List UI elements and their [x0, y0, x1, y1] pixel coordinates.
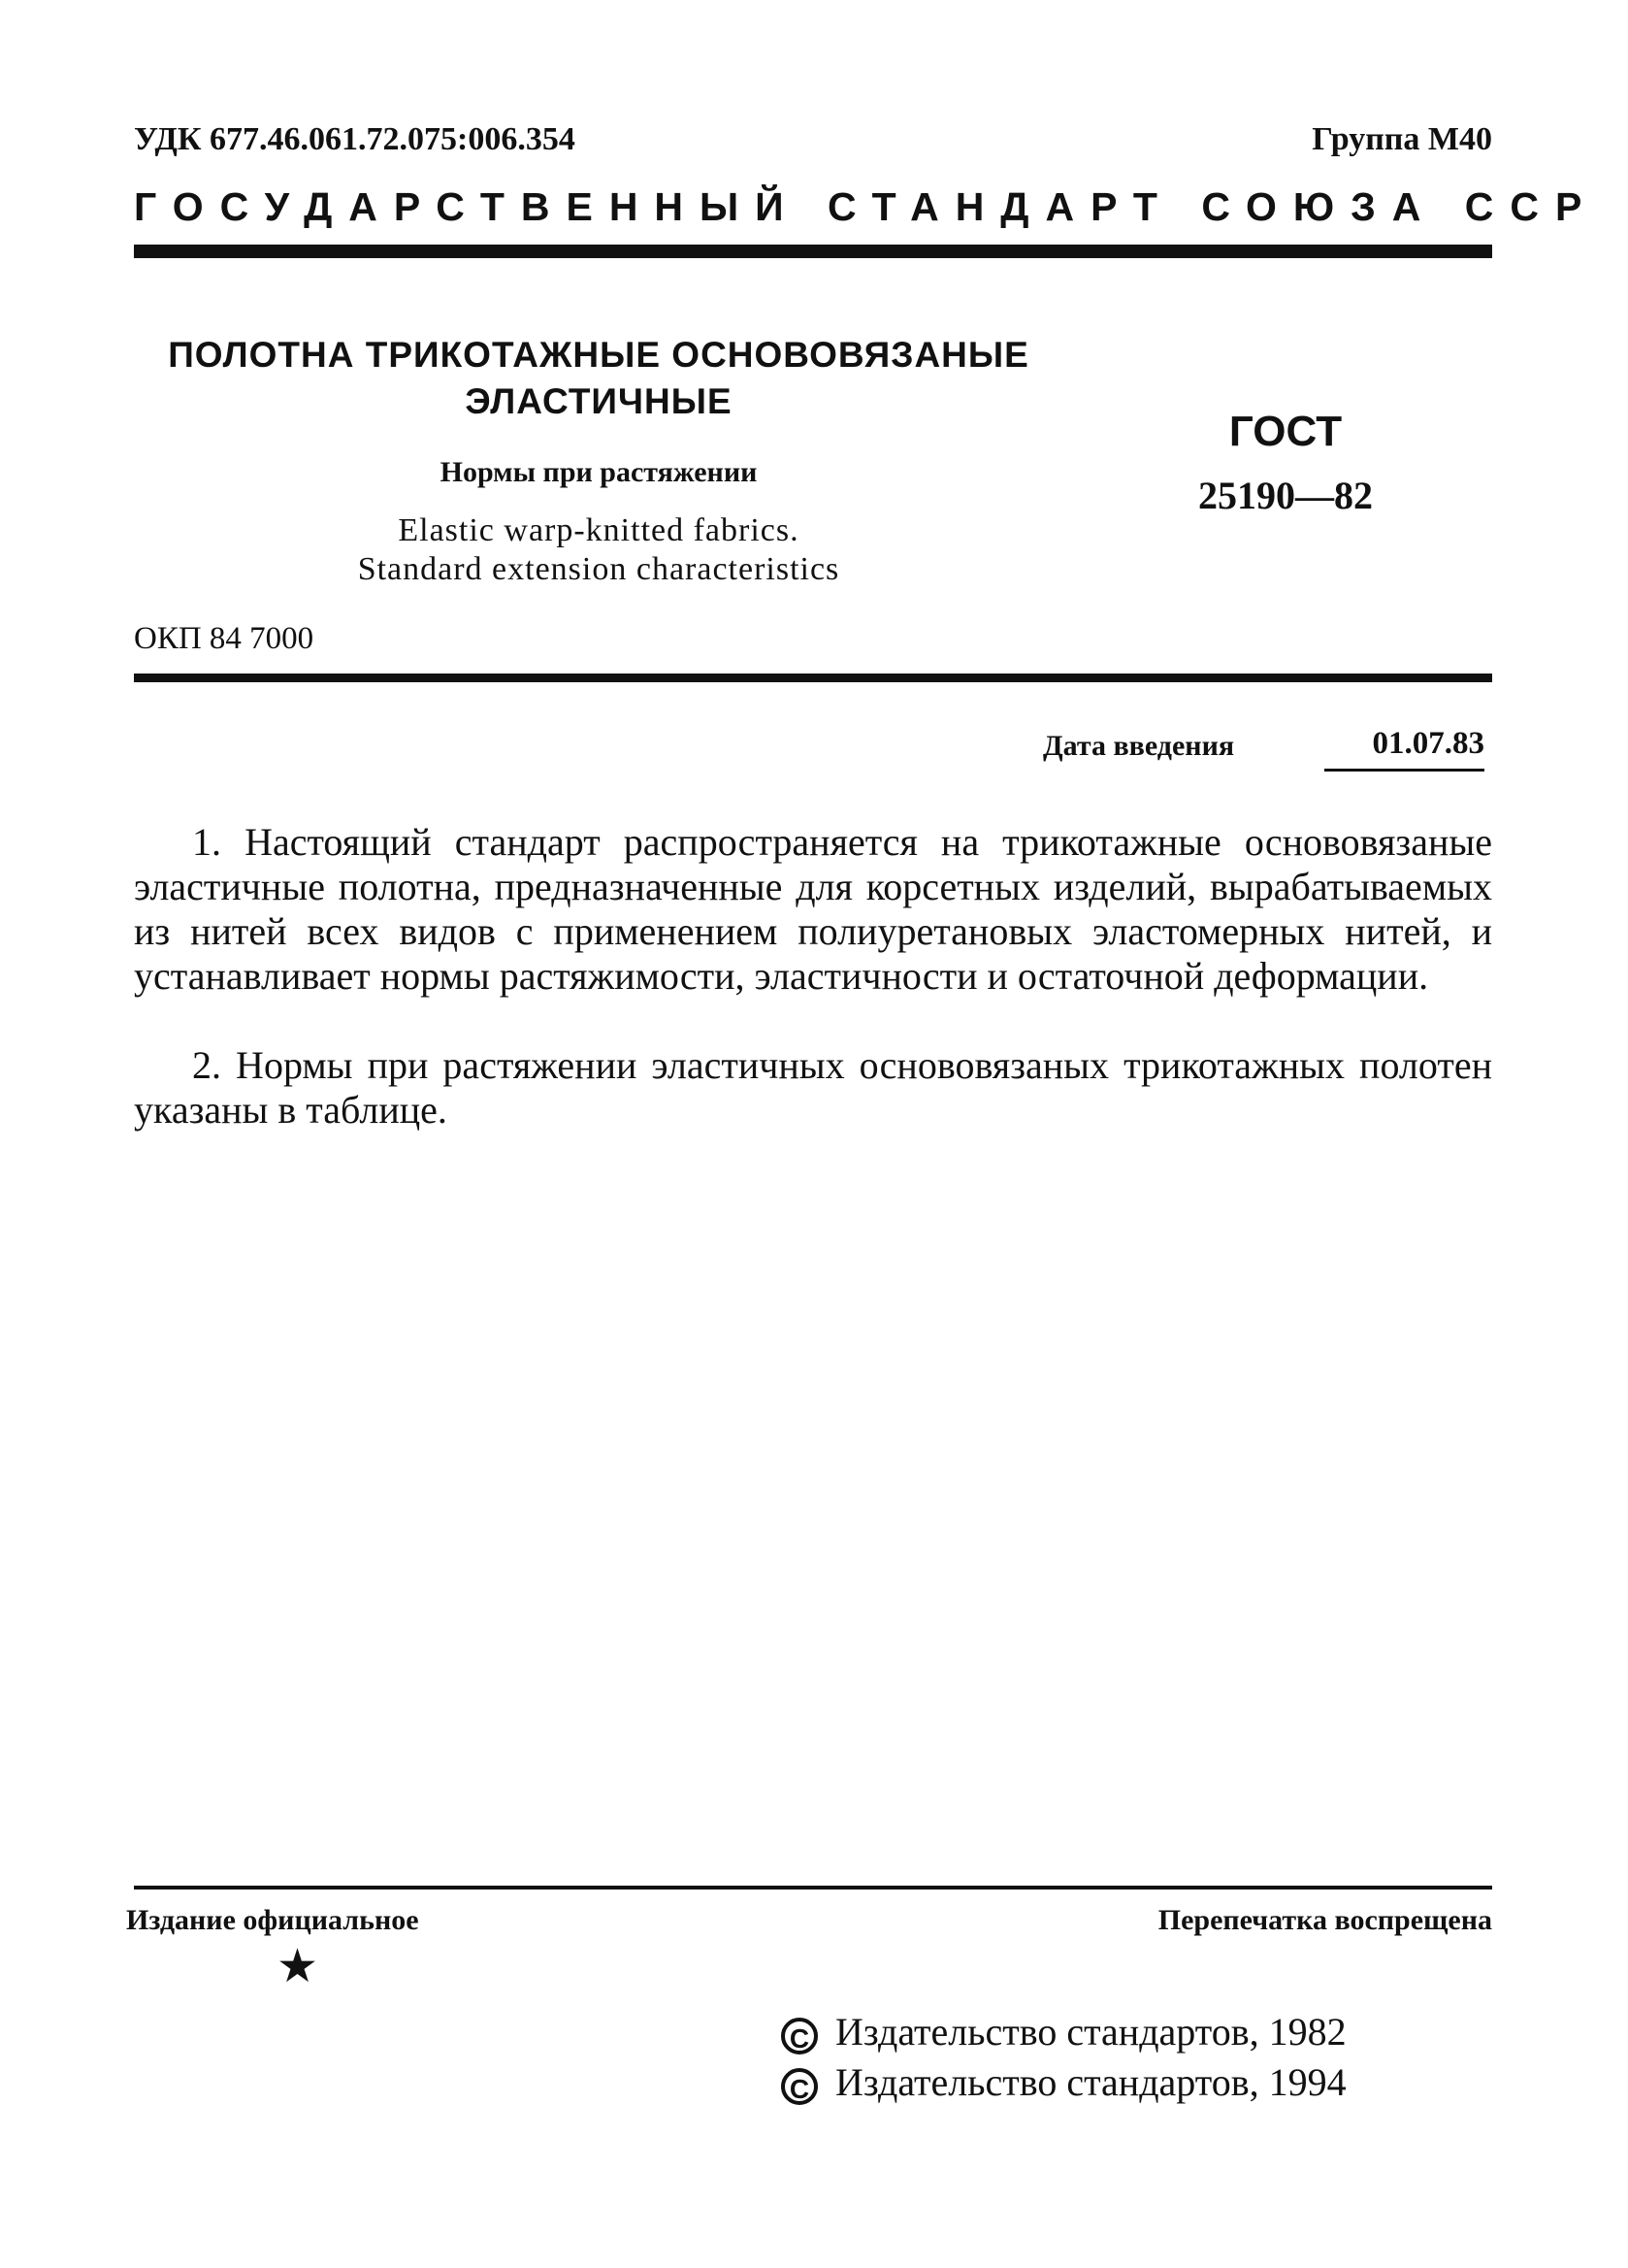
paragraph-2: 2. Нормы при растяжении эластичных основовязаных трикотажных полотен указаны в таблице. [134, 1043, 1492, 1132]
official-edition-label: Издание официальное [126, 1904, 419, 1936]
star-icon: ★ [277, 1941, 319, 1992]
okp-code: ОКП 84 7000 [134, 621, 314, 656]
english-title-line-2: Standard extension characteristics [357, 551, 840, 587]
bottom-divider [134, 1886, 1492, 1890]
gost-label: ГОСТ [1228, 408, 1343, 455]
gost-number: 25190—82 [1198, 474, 1373, 517]
copyright-icon: C [781, 2068, 818, 2105]
state-standard-heading: ГОСУДАРСТВЕННЫЙ СТАНДАРТ СОЮЗА ССР [134, 184, 1599, 229]
title-line-2: ЭЛАСТИЧНЫЕ [465, 381, 733, 421]
top-divider [134, 245, 1492, 258]
group-code: Группа М40 [1312, 121, 1492, 157]
effective-date-label: Дата введения [1043, 730, 1235, 762]
subtitle: Нормы при растяжении [440, 456, 758, 488]
english-title-line-1: Elastic warp-knitted fabrics. [398, 512, 799, 548]
copyright-icon: C [781, 2018, 818, 2054]
reprint-prohibited-label: Перепечатка воспрещена [1157, 1904, 1492, 1936]
effective-date-underline [1324, 769, 1484, 772]
middle-divider [134, 674, 1492, 682]
copyright-line-1 [781, 2009, 1492, 2054]
effective-date-value: 01.07.83 [1372, 726, 1484, 761]
udk-code: УДК 677.46.061.72.075:006.354 [134, 121, 575, 157]
paragraph-1: 1. Настоящий стандарт распространяется на трикотажные основовязаные эластичные полотна, предназначенные для корсетных изделий, вырабатываемых из нитей всех видов с применением полиуретановых эластомерных нитей, и устанавливает нормы растяжимости, эластичности и остаточной деформации. [134, 820, 1492, 998]
copyright-text-1: Издательство стандартов, 1982 [835, 2010, 1347, 2054]
title-line-1: ПОЛОТНА ТРИКОТАЖНЫЕ ОСНОВОВЯЗАНЫЕ [168, 335, 1029, 375]
copyright-text-2: Издательство стандартов, 1994 [835, 2060, 1347, 2104]
copyright-line-2 [781, 2059, 1492, 2105]
